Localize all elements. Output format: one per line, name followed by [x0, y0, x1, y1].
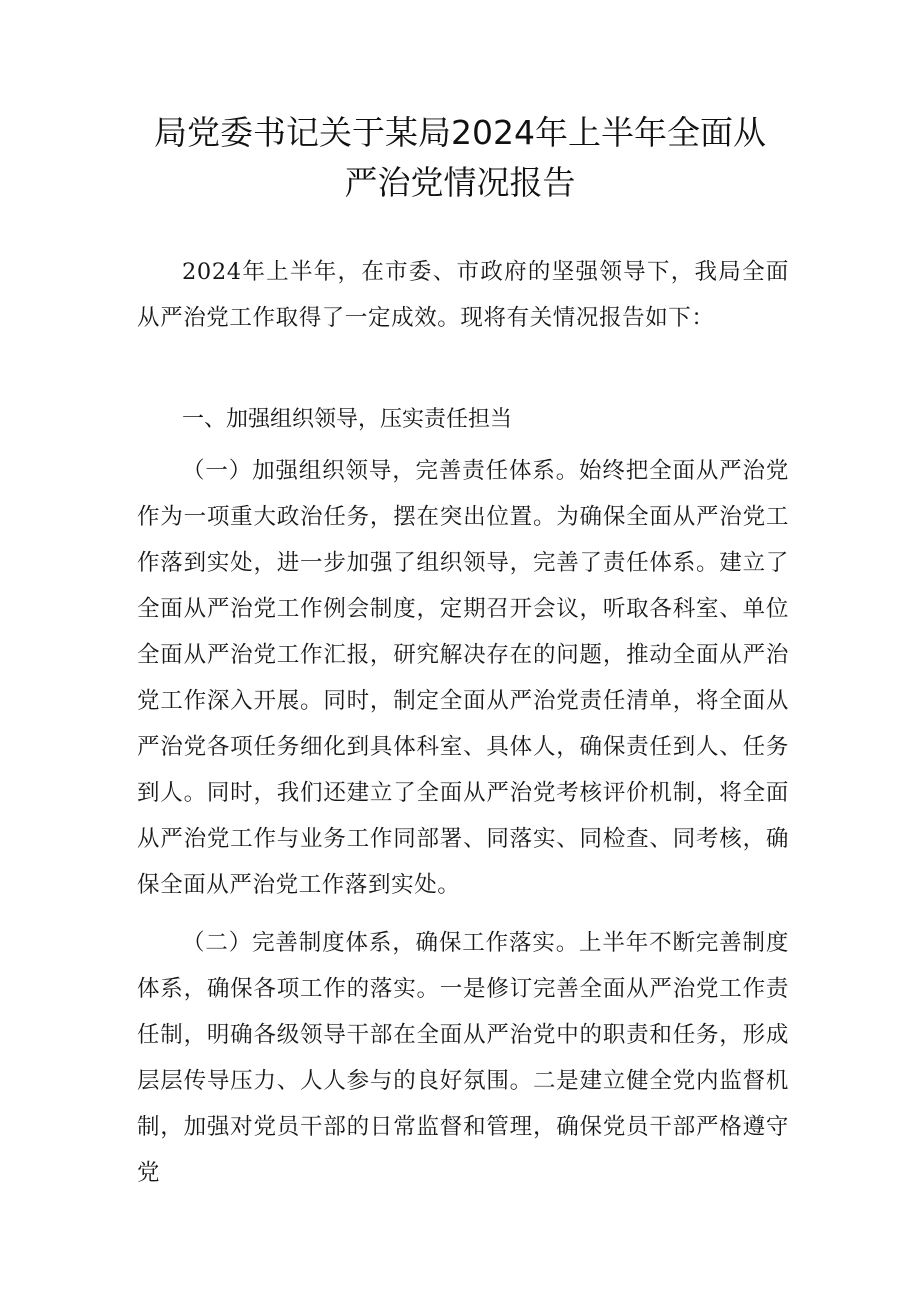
intro-paragraph: 2024年上半年，在市委、市政府的坚强领导下，我局全面从严治党工作取得了一定成效。现将有关情况报告如下：: [137, 259, 789, 331]
section-heading-1: 一、加强组织领导，压实责任担当: [182, 407, 513, 432]
paragraph-1: （一）加强组织领导，完善责任体系。始终把全面从严治党作为一项重大政治任务，摆在突出位置。为确保全面从严治党工作落到实处，进一步加强了组织领导，完善了责任体系。建立了全面从严治党工作例会制度，定期召开会议，听取各科室、单位全面从严治党工作汇报，研究解决存在的问题，推动全面从严治党工作深入开展。同时，制定全面从严治党责任清单，将全面从严治党各项任务细化到具体科室、具体人，确保责任到人、任务到人。同时，我们还建立了全面从严治党考核评价机制，将全面从严治党工作与业务工作同部署、同落实、同检查、同考核，确保全面从严治党工作落到实处。: [137, 458, 789, 898]
paragraph-2: （二）完善制度体系，确保工作落实。上半年不断完善制度体系，确保各项工作的落实。一是修订完善全面从严治党工作责任制，明确各级领导干部在全面从严治党中的职责和任务，形成层层传导压力、人人参与的良好氛围。二是建立健全党内监督机制，加强对党员干部的日常监督和管理，确保党员干部严格遵守党: [137, 930, 789, 1186]
title-line-1: 局党委书记关于某局2024年上半年全面从: [154, 113, 766, 152]
document-title: [130, 108, 790, 208]
title-line-2: 严治党情况报告: [344, 163, 576, 202]
